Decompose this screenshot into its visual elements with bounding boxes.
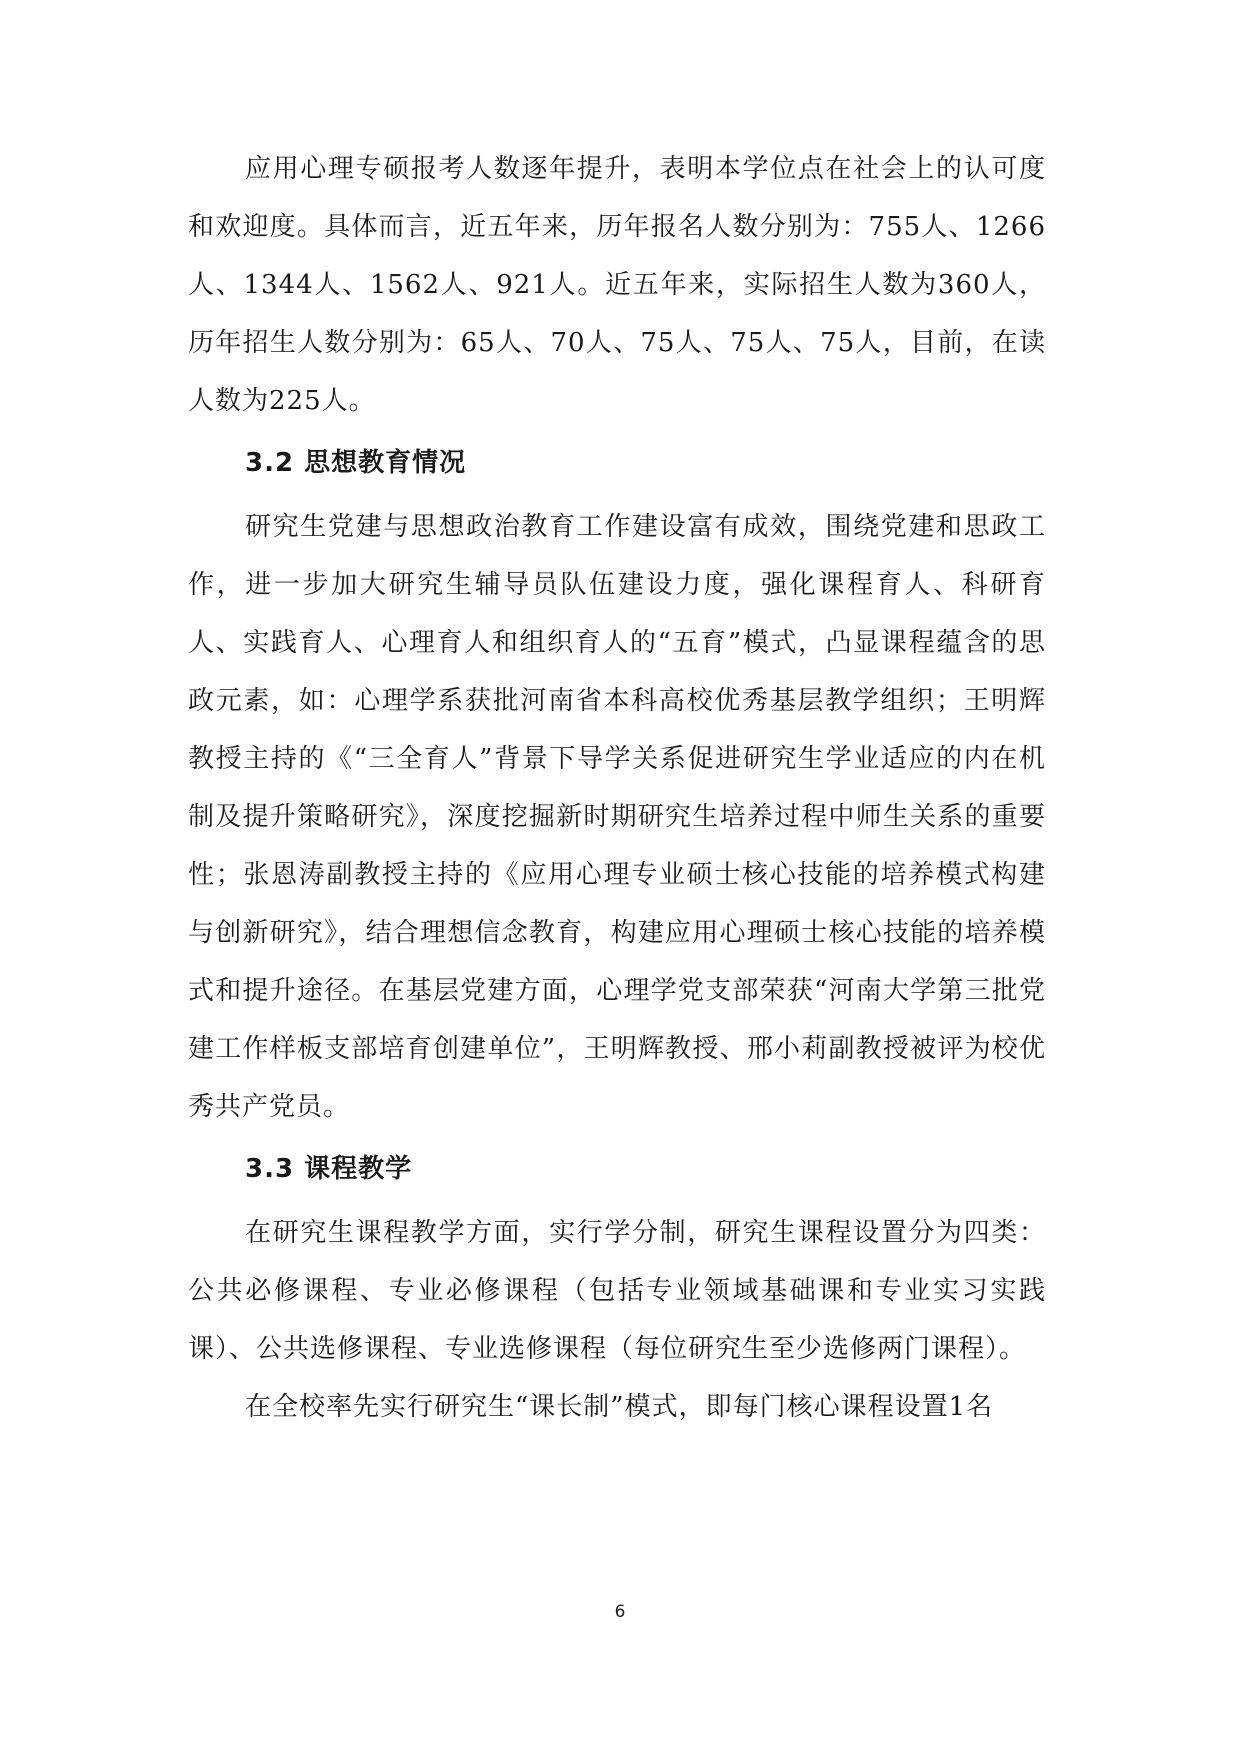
page-number: 6 <box>614 1602 626 1622</box>
section-heading-3-2: 3.2 思想教育情况 <box>245 448 467 478</box>
section-heading-3-3: 3.3 课程教学 <box>245 1154 413 1184</box>
document-page <box>188 140 1046 1436</box>
paragraph-ideological-education: 研究生党建与思想政治教育工作建设富有成效，围绕党建和思政工作，进一步加大研究生辅导员队伍建设力度，强化课程育人、科研育人、实践育人、心理育人和组织育人的“五育”模式，凸显课程蕴含的思政元素，如：心理学系获批河南省本科高校优秀基层教学组织；王明辉教授主持的《“三全育人”背景下导学关系促进研究生学业适应的内在机制及提升策略研究》，深度挖掘新时期研究生培养过程中师生关系的重要性；张恩涛副教授主持的《应用心理专业硕士核心技能的培养模式构建与创新研究》，结合理想信念教育，构建应用心理硕士核心技能的培养模式和提升途径。在基层党建方面，心理学党支部荣获“河南大学第三批党建工作样板支部培育创建单位”，王明辉教授、邢小莉副教授被评为校优秀共产党员。 <box>188 512 1046 1122</box>
paragraph-enrollment: 应用心理专硕报考人数逐年提升，表明本学位点在社会上的认可度和欢迎度。具体而言，近五年来，历年报名人数分别为：755人、1266人、1344人、1562人、921人。近五年来，实际招生人数为360人，历年招生人数分别为：65人、70人、75人、75人、75人，目前，在读人数为225人。 <box>188 154 1046 416</box>
paragraph-course-teaching: 在研究生课程教学方面，实行学分制，研究生课程设置分为四类：公共必修课程、专业必修课程（包括专业领域基础课和专业实习实践课）、公共选修课程、专业选修课程（每位研究生至少选修两门课程）。 <box>188 1218 1046 1364</box>
paragraph-course-leader-system: 在全校率先实行研究生“课长制”模式，即每门核心课程设置1名 <box>245 1392 994 1422</box>
